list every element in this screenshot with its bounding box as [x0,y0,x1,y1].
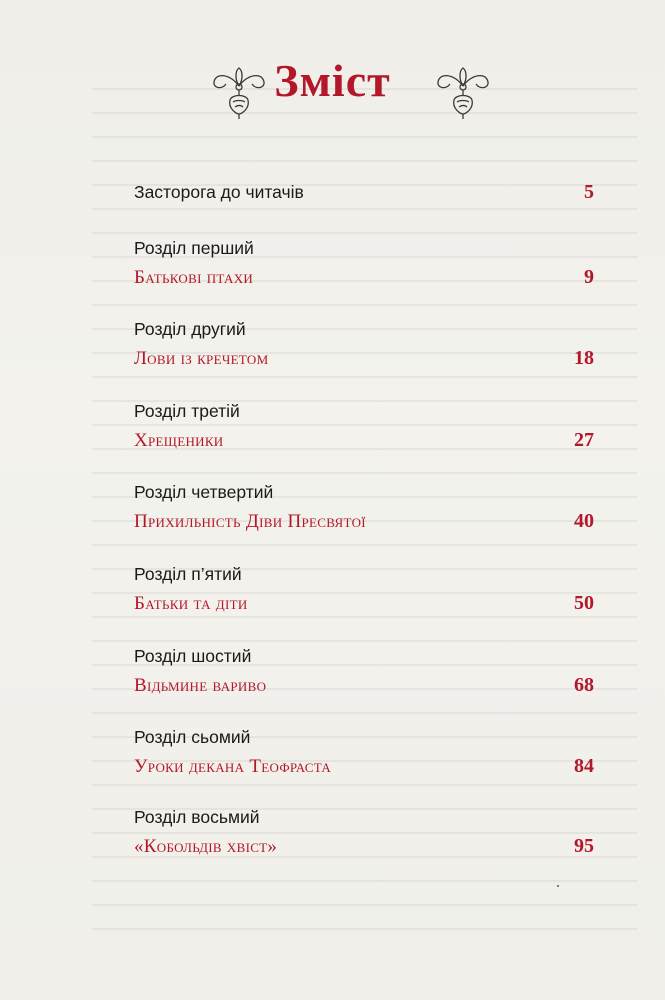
section-label: Розділ перший [134,238,254,258]
page-number: 18 [574,347,594,369]
toc-entry[interactable] [134,726,594,779]
page-number: 40 [574,510,594,532]
page-number: 95 [574,835,594,857]
page-number: 27 [574,429,594,451]
toc-entry[interactable] [134,806,594,859]
section-label: Розділ шостий [134,646,252,666]
page-number: 5 [584,181,594,203]
toc-entry[interactable] [134,318,594,371]
toc-entry[interactable] [134,481,594,534]
section-label: Розділ другий [134,319,246,339]
chapter-title: Батькові птахи [134,267,254,288]
chapter-title: «Кобольдів хвіст» [134,836,278,857]
toc-entry[interactable] [134,181,594,203]
paper-speck [557,885,559,887]
chapter-title: Уроки декана Теофраста [134,756,332,777]
page-number: 9 [584,266,594,288]
section-label: Розділ п’ятий [134,564,242,584]
chapter-title: Лови із кречетом [134,348,269,369]
toc-entry-title: Засторога до читачів [134,182,304,202]
page-number: 50 [574,592,594,614]
chapter-title: Хрещеники [134,430,224,451]
page-title: Зміст [274,55,391,106]
chapter-title: Прихильність Діви Пресвятої [134,511,366,532]
chapter-title: Відьмине вариво [134,675,267,696]
section-label: Розділ четвертий [134,482,274,502]
page-number: 84 [574,755,594,777]
section-label: Розділ сьомий [134,727,251,747]
toc-entry[interactable] [134,563,594,616]
toc-entry[interactable] [134,645,594,698]
toc-entry[interactable] [134,400,594,453]
section-label: Розділ восьмий [134,807,260,827]
toc-entry[interactable] [134,237,594,290]
section-label: Розділ третій [134,401,240,421]
page-number: 68 [574,674,594,696]
chapter-title: Батьки та діти [134,593,248,614]
